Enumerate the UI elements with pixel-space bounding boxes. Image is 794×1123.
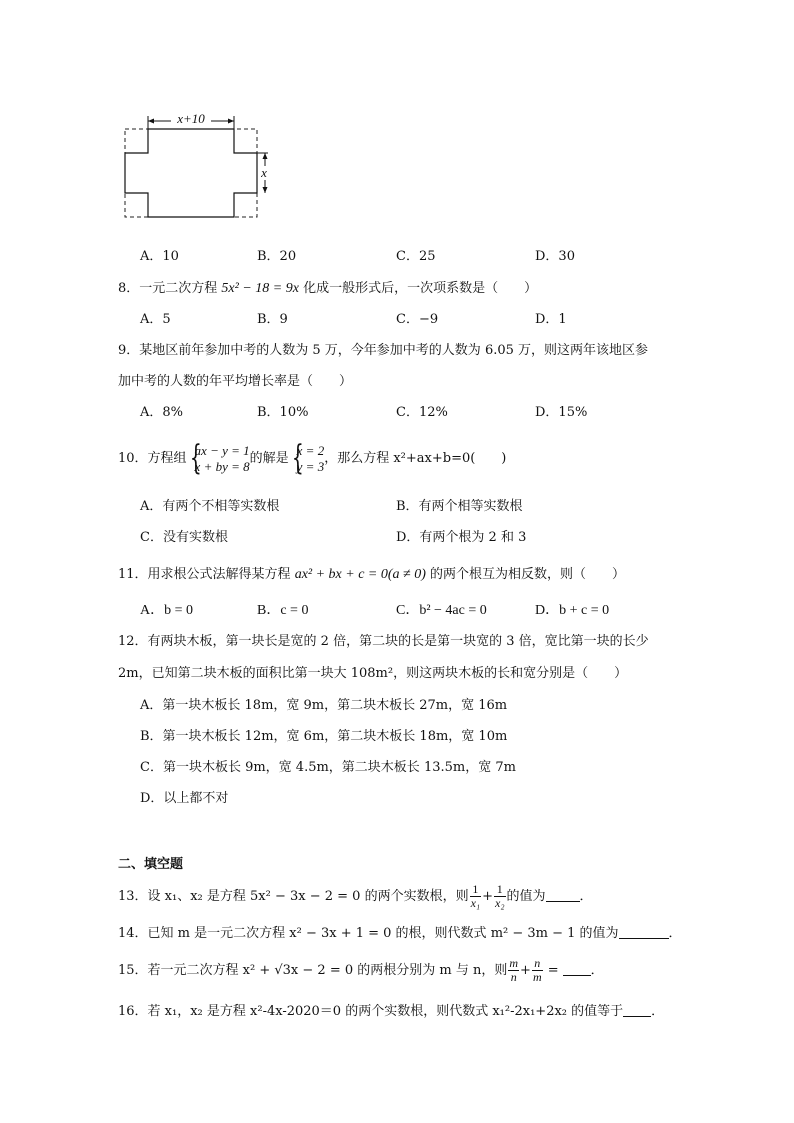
q10-system-1-row-1: ax − y = 1 — [194, 442, 250, 458]
brace-icon: { — [291, 437, 304, 478]
q14-text: 14．已知 m 是一元二次方程 x² − 3x + 1 = 0 的根，则代数式 m² − 3m − 1 的值为 — [118, 926, 619, 941]
q10-option-c: C．没有实数根 — [140, 530, 228, 545]
q10-stem — [118, 437, 507, 478]
q11-prefix: 11．用求根公式法解得某方程 — [118, 567, 295, 582]
q13-fraction-2 — [494, 883, 506, 910]
section-heading-fill-in: 二、填空题 — [118, 857, 184, 872]
q11-stem — [118, 566, 625, 584]
q10-suffix: ，那么方程 x²+ax+b=0( ) — [324, 451, 507, 466]
q11-suffix: 的两个根互为相反数，则（ ） — [425, 567, 626, 582]
cut-shape-outline — [125, 129, 257, 217]
q16-answer-blank[interactable] — [623, 1004, 651, 1017]
q10-option-b: B．有两个相等实数根 — [396, 499, 523, 514]
q12-stem-line2: 2m，已知第二块木板的面积比第一块大 108m²，则这两块木板的长和宽分别是（ ） — [118, 666, 628, 681]
q10-system-1-row-2: x + by = 8 — [194, 458, 250, 474]
q9-option-c: C．12% — [396, 405, 448, 420]
q11-option-d: D．b + c = 0 — [535, 603, 610, 618]
q15-answer-blank[interactable] — [563, 963, 591, 976]
q15-stem — [118, 956, 604, 986]
q10-system-2-row-1: x = 2 — [296, 442, 325, 458]
q15-plus: + — [520, 963, 531, 978]
q13-answer-blank[interactable] — [546, 889, 580, 902]
q12-option-b: B．第一块木板长 12m，宽 6m，第二块木板长 18m，宽 10m — [140, 729, 508, 744]
q8-option-d: D．1 — [535, 312, 567, 327]
arrow-up-icon — [263, 153, 268, 159]
brace-icon: { — [189, 437, 202, 478]
q15-equals: = — [543, 963, 559, 978]
top-dimension-label: x+10 — [177, 111, 205, 126]
q13-stem — [118, 882, 593, 912]
q8-stem — [118, 280, 537, 298]
side-dimension-label: x — [261, 165, 267, 180]
q11-option-a: A．b = 0 — [140, 603, 194, 618]
q10-system-2-row-2: y = 3 — [296, 458, 325, 474]
q8-prefix: 8．一元二次方程 — [118, 281, 222, 296]
q9-option-d: D．15% — [535, 405, 588, 420]
q13-fraction-2-denominator: x₂ — [495, 896, 505, 910]
arrow-right-icon — [228, 119, 234, 124]
arrow-left-icon — [148, 119, 154, 124]
q10-option-a: A．有两个不相等实数根 — [140, 499, 280, 514]
q10-prefix: 10．方程组 — [118, 451, 187, 466]
q7-option-b: B．20 — [257, 249, 297, 264]
q8-option-b: B．9 — [257, 312, 288, 327]
outer-dashed-rectangle — [125, 129, 257, 217]
q7-option-c: C．25 — [396, 249, 436, 264]
q14-answer-blank[interactable] — [619, 926, 669, 939]
q13-fraction-2-numerator: 1 — [494, 883, 506, 897]
q7-option-d: D．30 — [535, 249, 575, 264]
q12-option-c: C．第一块木板长 9m，宽 4.5m，第二块木板长 13.5m，宽 7m — [140, 760, 516, 775]
q13-fraction-1-numerator: 1 — [470, 883, 482, 897]
q10-mid: 的解是 — [249, 451, 289, 466]
q15-fraction-2-numerator: n — [532, 957, 543, 971]
q13-fraction-1 — [470, 883, 482, 910]
q8-option-c: C．−9 — [396, 312, 439, 327]
q11-option-c: C．b² − 4ac = 0 — [396, 603, 487, 618]
q14-end: ． — [668, 926, 682, 941]
q9-stem-line1: 9．某地区前年参加中考的人数为 5 万，今年参加中考的人数为 6.05 万，则这两年该地区参 — [118, 343, 649, 358]
q13-fraction-1-denominator: x₁ — [470, 896, 481, 910]
q14-stem — [118, 925, 682, 943]
q15-end: ． — [590, 963, 604, 978]
q10-system-1 — [187, 437, 250, 478]
q12-stem-line1: 12．有两块木板，第一块长是宽的 2 倍，第二块的长是第一块宽的 3 倍，宽比第一块的长少 — [118, 634, 649, 649]
q15-fraction-1-denominator: n — [510, 970, 517, 984]
q8-option-a: A．5 — [140, 312, 171, 327]
q16-text: 16．若 x₁，x₂ 是方程 x²-4x-2020＝0 的两个实数根，则代数式 x₁²-2x₁+2x₂ 的值等于 — [118, 1004, 624, 1019]
q13-plus: + — [482, 889, 493, 904]
arrow-down-icon — [263, 187, 268, 193]
q9-option-a: A．8% — [140, 405, 184, 420]
q13-suffix: 的值为 — [506, 889, 546, 904]
q15-fraction-1 — [508, 957, 519, 984]
q16-end: ． — [651, 1004, 665, 1019]
q13-prefix: 13．设 x₁、x₂ 是方程 5x² − 3x − 2 = 0 的两个实数根，则 — [118, 889, 469, 904]
q11-equation: ax² + bx + c = 0(a ≠ 0) — [294, 567, 426, 582]
q10-option-d: D．有两个根为 2 和 3 — [396, 530, 527, 545]
q15-fraction-2 — [532, 957, 543, 984]
q15-fraction-1-numerator: m — [509, 956, 519, 970]
q9-stem-line2: 加中考的人数的年平均增长率是（ ） — [118, 374, 353, 389]
q12-option-d: D．以上都不对 — [140, 791, 229, 806]
q9-option-b: B．10% — [257, 405, 309, 420]
rectangle-figure — [118, 108, 268, 220]
q7-option-a: A．10 — [140, 249, 179, 264]
q15-prefix: 15．若一元二次方程 x² + √3x − 2 = 0 的两根分别为 m 与 n，则 — [118, 963, 508, 978]
q13-end: ． — [579, 889, 593, 904]
q16-stem — [118, 1003, 664, 1021]
q12-option-a: A．第一块木板长 18m，宽 9m，第二块木板长 27m，宽 16m — [140, 698, 508, 713]
q11-option-b: B．c = 0 — [257, 603, 309, 618]
q8-equation: 5x² − 18 = 9x — [221, 281, 299, 296]
q15-fraction-2-denominator: m — [532, 970, 542, 984]
q10-system-2 — [289, 437, 325, 478]
q8-suffix: 化成一般形式后，一次项系数是（ ） — [298, 281, 538, 296]
